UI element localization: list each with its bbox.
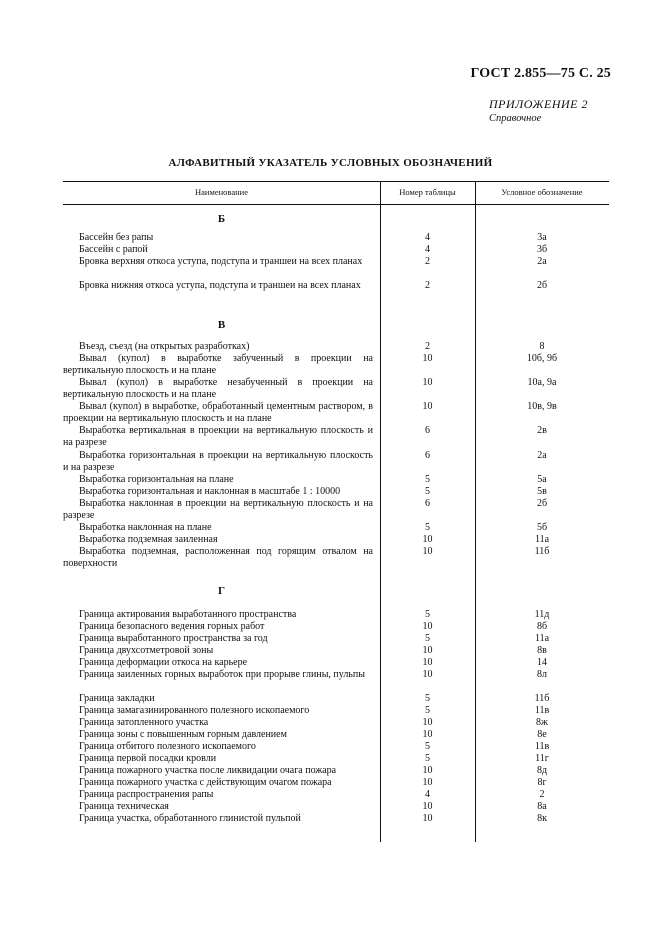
row-table-number: 10: [422, 657, 433, 668]
row-table-number: 6: [425, 425, 430, 436]
row-symbol: 2а: [537, 256, 547, 267]
row-table-number: 5: [425, 741, 430, 752]
row-table-number: 5: [425, 522, 430, 533]
row-symbol: 2в: [537, 425, 547, 436]
row-name: [63, 717, 373, 729]
row-table-number: 5: [425, 474, 430, 485]
row-name-text: Граница двухсотметровой зоны: [79, 645, 214, 656]
row-name-text: Граница участка, обработанного глинистой пульпой: [79, 813, 301, 824]
row-name: [63, 353, 373, 377]
row-name: [63, 669, 373, 681]
row-name: [63, 280, 373, 292]
row-name: [63, 765, 373, 777]
row-symbol: 10а, 9а: [527, 377, 557, 388]
row-name-text: Граница техническая: [79, 801, 169, 812]
row-symbol: 8а: [537, 801, 547, 812]
column-header-table-number: Номер таблицы: [399, 187, 456, 197]
row-symbol: 8: [539, 341, 545, 352]
row-table-number: 2: [425, 256, 430, 267]
document-title: АЛФАВИТНЫЙ УКАЗАТЕЛЬ УСЛОВНЫХ ОБОЗНАЧЕНИЙ: [168, 157, 493, 169]
row-symbol: 8к: [537, 813, 547, 824]
row-symbol: 10б, 9б: [526, 353, 558, 364]
row-symbol: 8е: [537, 729, 547, 740]
row-name: [63, 609, 373, 621]
row-name-text: Выработка подземная, расположенная под горящим отвалом на поверхности: [63, 546, 373, 570]
column-header-symbol: Условное обозначение: [501, 187, 583, 197]
row-symbol: 8г: [537, 777, 547, 788]
row-name-text: Бассейн без рапы: [79, 232, 154, 243]
row-name: [63, 633, 373, 645]
row-table-number: 10: [422, 534, 433, 545]
appendix-block: [489, 97, 588, 124]
row-name-text: Въезд, съезд (на открытых разработках): [79, 341, 250, 352]
row-symbol: 8в: [537, 645, 547, 656]
row-name-text: Выработка горизонтальная в проекции на вертикальную плоскость и на разрезе: [63, 450, 373, 474]
row-name: [63, 244, 373, 256]
row-name: [63, 645, 373, 657]
row-name-text: Выработка горизонтальная и наклонная в масштабе 1 : 10000: [79, 486, 341, 497]
row-name-text: Граница затопленного участка: [79, 717, 209, 728]
row-table-number: 10: [422, 353, 433, 364]
row-symbol: 10в, 9в: [527, 401, 557, 412]
row-name: [63, 450, 373, 474]
row-name: [63, 693, 373, 705]
row-name: [63, 546, 373, 570]
row-table-number: 5: [425, 486, 430, 497]
column-header-name: Наименование: [195, 187, 248, 197]
row-table-number: 10: [422, 546, 433, 557]
row-name-text: Граница актирования выработанного пространства: [79, 609, 297, 620]
row-name: [63, 741, 373, 753]
row-name: [63, 813, 373, 825]
row-table-number: 10: [422, 777, 433, 788]
row-table-number: 5: [425, 609, 430, 620]
row-name: [63, 777, 373, 789]
row-table-number: 10: [422, 729, 433, 740]
row-symbol: 14: [537, 657, 547, 668]
row-name: [63, 341, 373, 353]
section-letter: В: [217, 319, 226, 331]
row-symbol: 11д: [534, 609, 550, 620]
row-table-number: 4: [425, 232, 430, 243]
row-name-text: Граница отбитого полезного ископаемого: [79, 741, 256, 752]
row-symbol: 8л: [537, 669, 547, 680]
row-name-text: Выработка наклонная на плане: [79, 522, 212, 533]
row-name-text: Выработка наклонная в проекции на вертикальную плоскость и на разрезе: [63, 498, 373, 522]
row-name-text: Выработка вертикальная в проекции на вертикальную плоскость и на разрезе: [63, 425, 373, 449]
row-symbol: 5в: [537, 486, 547, 497]
row-name: [63, 534, 373, 546]
row-name: [63, 789, 373, 801]
row-symbol: 5б: [536, 522, 548, 533]
row-symbol: 8ж: [536, 717, 548, 728]
row-name: [63, 486, 373, 498]
row-symbol: 11в: [534, 741, 550, 752]
row-name-text: Граница деформации откоса на карьере: [79, 657, 248, 668]
row-table-number: 10: [422, 813, 433, 824]
row-name-text: Бассейн с рапой: [79, 244, 148, 255]
row-symbol: 11г: [535, 753, 549, 764]
row-table-number: 5: [425, 705, 430, 716]
row-name: [63, 729, 373, 741]
row-table-number: 10: [422, 645, 433, 656]
row-table-number: 10: [422, 377, 433, 388]
row-table-number: 10: [422, 401, 433, 412]
row-table-number: 10: [422, 765, 433, 776]
row-table-number: 6: [425, 498, 430, 509]
row-name: [63, 425, 373, 449]
row-name-text: Граница безопасного ведения горных работ: [79, 621, 265, 632]
row-table-number: 10: [422, 801, 433, 812]
row-table-number: 5: [425, 633, 430, 644]
section-letter: Г: [218, 585, 225, 597]
row-table-number: 6: [425, 450, 430, 461]
row-symbol: 8б: [536, 621, 548, 632]
page-header-reference: ГОСТ 2.855—75 С. 25: [470, 66, 611, 81]
row-name: [63, 256, 373, 268]
row-name-text: Граница распространения рапы: [79, 789, 214, 800]
row-name-text: Граница выработанного пространства за год: [79, 633, 268, 644]
row-name: [63, 377, 373, 401]
row-name-text: Граница замагазинированного полезного ископаемого: [79, 705, 310, 716]
table-header: [63, 181, 609, 205]
row-symbol: 11в: [534, 705, 550, 716]
row-name-text: Граница зоны с повышенным горным давлением: [79, 729, 287, 740]
appendix-label: ПРИЛОЖЕНИЕ 2: [489, 97, 588, 111]
row-name: [63, 474, 373, 486]
row-table-number: 2: [425, 341, 430, 352]
row-symbol: 11б: [534, 693, 550, 704]
row-table-number: 4: [425, 789, 430, 800]
row-name: [63, 522, 373, 534]
row-name-text: Бровка верхняя откоса уступа, подступа и траншеи на всех планах: [79, 256, 363, 267]
row-name-text: Граница пожарного участка после ликвидации очага пожара: [79, 765, 337, 776]
row-name-text: Вывал (купол) в выработке, обработанный цементным раствором, в проекции на вертикальную плоскость и на плане: [63, 401, 373, 425]
row-name: [63, 232, 373, 244]
row-symbol: 2б: [536, 498, 548, 509]
row-name: [63, 753, 373, 765]
index-table: [63, 181, 609, 824]
row-symbol: 2а: [537, 450, 547, 461]
row-table-number: 5: [425, 693, 430, 704]
row-name-text: Выработка подземная заиленная: [79, 534, 218, 545]
row-name-text: Граница закладки: [79, 693, 155, 704]
row-name-text: Выработка горизонтальная на плане: [79, 474, 234, 485]
row-symbol: 8д: [536, 765, 548, 776]
row-name-text: Граница первой посадки кровли: [79, 753, 217, 764]
row-symbol: 5а: [537, 474, 547, 485]
row-symbol: 2б: [536, 280, 548, 291]
row-name: [63, 657, 373, 669]
section-letter: Б: [217, 213, 226, 225]
row-name: [63, 498, 373, 522]
row-symbol: 3б: [536, 244, 548, 255]
row-name: [63, 401, 373, 425]
appendix-note: Справочное: [489, 113, 542, 124]
row-name: [63, 801, 373, 813]
row-name-text: Бровка нижняя откоса уступа, подступа и траншеи на всех планах: [79, 280, 361, 291]
row-symbol: 11а: [534, 633, 550, 644]
row-name-text: Вывал (купол) в выработке забученный в проекции на вертикальную плоскость и на плане: [63, 353, 373, 377]
row-symbol: 11а: [534, 534, 550, 545]
row-name: [63, 621, 373, 633]
row-table-number: 4: [425, 244, 430, 255]
row-table-number: 2: [425, 280, 430, 291]
row-symbol: 11б: [534, 546, 550, 557]
row-name-text: Граница заиленных горных выработок при прорыве глины, пульпы: [79, 669, 365, 680]
row-table-number: 10: [422, 621, 433, 632]
row-name: [63, 705, 373, 717]
row-table-number: 10: [422, 717, 433, 728]
row-name-text: Граница пожарного участка с действующим очагом пожара: [79, 777, 332, 788]
row-name-text: Вывал (купол) в выработке незабученный в проекции на вертикальную плоскость и на плане: [63, 377, 373, 401]
row-table-number: 10: [422, 669, 433, 680]
row-table-number: 5: [425, 753, 430, 764]
row-symbol: 3а: [537, 232, 547, 243]
row-symbol: 2: [539, 789, 545, 800]
